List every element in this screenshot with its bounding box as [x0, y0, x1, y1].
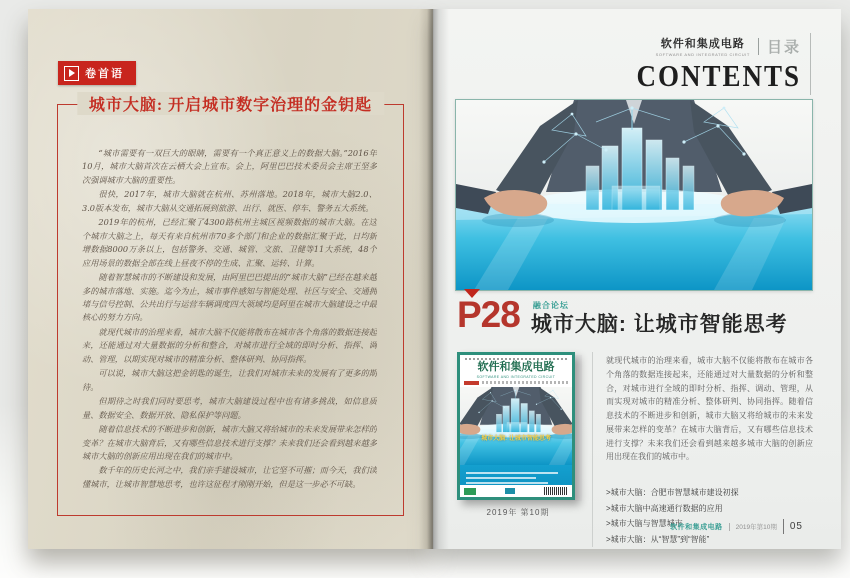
related-article: >城市大脑与智慧城市 [606, 519, 683, 529]
article-paragraph: 随着信息技术的不断进步和创新，城市大脑又将给城市的未来发展带来怎样的变革？在城市大脑背后，又有哪些信息技术进行支撑？未来我们还会看到越来越多城市大脑的创新应用出现在我们的城市中。 [82, 424, 377, 461]
city-hologram-illustration [456, 100, 812, 290]
cover-teal-mark [505, 488, 515, 494]
right-page [433, 9, 841, 549]
page-footer [670, 519, 803, 534]
cover-bottom-strip [460, 485, 572, 497]
cover-green-mark [464, 488, 476, 495]
feature-page-ref: P28 [457, 294, 520, 335]
related-article: >城市大脑：从“智慧”到“智能” [606, 534, 710, 544]
article-paragraph: 2019年的杭州，已经汇聚了4300路杭州主城区视频数据的城市大脑。在这个城市大脑之上，每天有来自杭州市70多个部门和企业的数据汇聚于此，日均新增数据8000万条以上，包括警务、交通、城管、文旅、卫健等11大系统，48个应用场景的数据全部在线上昼夜不停的生成、汇聚、运转、计算。 [82, 217, 377, 268]
cover-caption: 2019年 第10期 [486, 508, 550, 517]
related-article: >城市大脑中高速通行数据的应用 [606, 503, 723, 513]
article-paragraph: 数千年的历史长河之中，我们亲手建设城市，让它坚不可摧；而今天，我们读懂城市，让城市智慧地思考，也许这征程才刚刚开始，但是这一步必不可缺。 [82, 465, 377, 489]
related-article: >城市大脑：合肥市智慧城市建设初探 [606, 488, 739, 497]
cover-topline [465, 358, 567, 360]
foreword-badge-label: 卷首语 [85, 68, 124, 80]
footer-issue: 2019年第10期 [735, 524, 777, 531]
masthead [656, 35, 750, 57]
related-article-list [606, 485, 813, 547]
masthead-cn: 软件和集成电路 [660, 38, 745, 50]
cover-red-tag [464, 381, 479, 385]
cover-masthead-en: SOFTWARE AND INTEGRATED CIRCUIT [476, 374, 556, 379]
feature-entry [457, 289, 788, 335]
contents-header [636, 35, 801, 93]
article-paragraph: 就现代城市的治理来看，城市大脑不仅能将散布在城市各个角落的数据连接起来，还能通过对大量数据的分析和整合，对城市进行全域的即时分析、指挥、调动、管理，以期实现对城市的精准分析、整体研判、协同指挥。 [82, 326, 377, 364]
article-title: 城市大脑: 开启城市数字治理的金钥匙 [77, 92, 384, 115]
cover-microtext [482, 381, 568, 384]
article-frame [57, 97, 404, 516]
left-page [28, 9, 433, 549]
feature-summary: 就现代城市的治理来看，城市大脑不仅能将散布在城市各个角落的数据连接起来，还能通过对大量数据的分析和整合，对城市进行全域的即时分析、指挥、调动、管理，从而实现对城市的精准分析、整体研判、协同指挥。随着信息技术的不断进步和创新，城市大脑又将给城市的未来发展带来怎样的变革？在城市大脑背后，又有哪些信息技术进行支撑？未来我们还会看到越来越多城市大脑的创新应用出现在我们的城市中。 [606, 356, 813, 462]
article-paragraph: 很快，2017年，城市大脑就在杭州、苏州落地。2018年，城市大脑2.0、3.0版本发布，城市大脑从交通拓展到旅游、出行、就医、停车、警务五大系统。 [82, 189, 377, 213]
feature-column-tag: 融合论坛 [532, 301, 569, 310]
article-paragraph: “城市需要有一双巨大的眼睛，需要有一个真正意义上的数据大脑。”2016年10月，城市大脑首次在云栖大会上宣布。会上，阿里巴巴技术委员会主席王坚多次强调城市大脑的重要性。 [82, 148, 377, 185]
header-divider [758, 38, 759, 55]
barcode-icon [544, 487, 568, 495]
feature-photo [455, 99, 813, 291]
header-rule [810, 33, 811, 95]
footer-separator [729, 523, 730, 531]
footer-page-number: 05 [789, 521, 803, 532]
article-paragraph: 可以说，城市大脑这把金钥匙的诞生，让我们对城市未来的发展有了更多的期待。 [82, 368, 377, 392]
article-paragraph: 随着智慧城市的不断建设和发展，由阿里巴巴提出的“城市大脑”已经在越来越多的城市落地、实施。迄今为止，城市事件感知与智能处理、社区与安全、交通拥堵与信号控制、公共出行与运营车辆调度四大领域均是阿里在城市大脑建设之中最核心的努力方向。 [82, 272, 377, 323]
magazine-cover-thumbnail [457, 352, 575, 500]
article-paragraph: 但期待之时我们同时要思考，城市大脑建设过程中也有诸多挑战，如信息质量、数据安全、数据开放、隐私保护等问题。 [82, 396, 377, 420]
contents-title: CONTENTS [636, 59, 801, 93]
footer-magazine-name: 软件和集成电路 [670, 523, 723, 531]
play-icon [64, 66, 79, 81]
footer-rule [783, 519, 784, 534]
article-body [82, 147, 377, 491]
spine-shadow [427, 9, 439, 549]
masthead-en: SOFTWARE AND INTEGRATED CIRCUIT [655, 52, 750, 57]
cover-photo [460, 387, 572, 465]
cover-masthead: 软件和集成电路 [477, 361, 555, 373]
feature-title: 城市大脑: 让城市智能思考 [530, 313, 788, 336]
section-label: 目录 [766, 38, 801, 56]
foreword-badge [58, 61, 136, 85]
cover-headline: 城市大脑: 让城市智能思考 [481, 435, 551, 442]
